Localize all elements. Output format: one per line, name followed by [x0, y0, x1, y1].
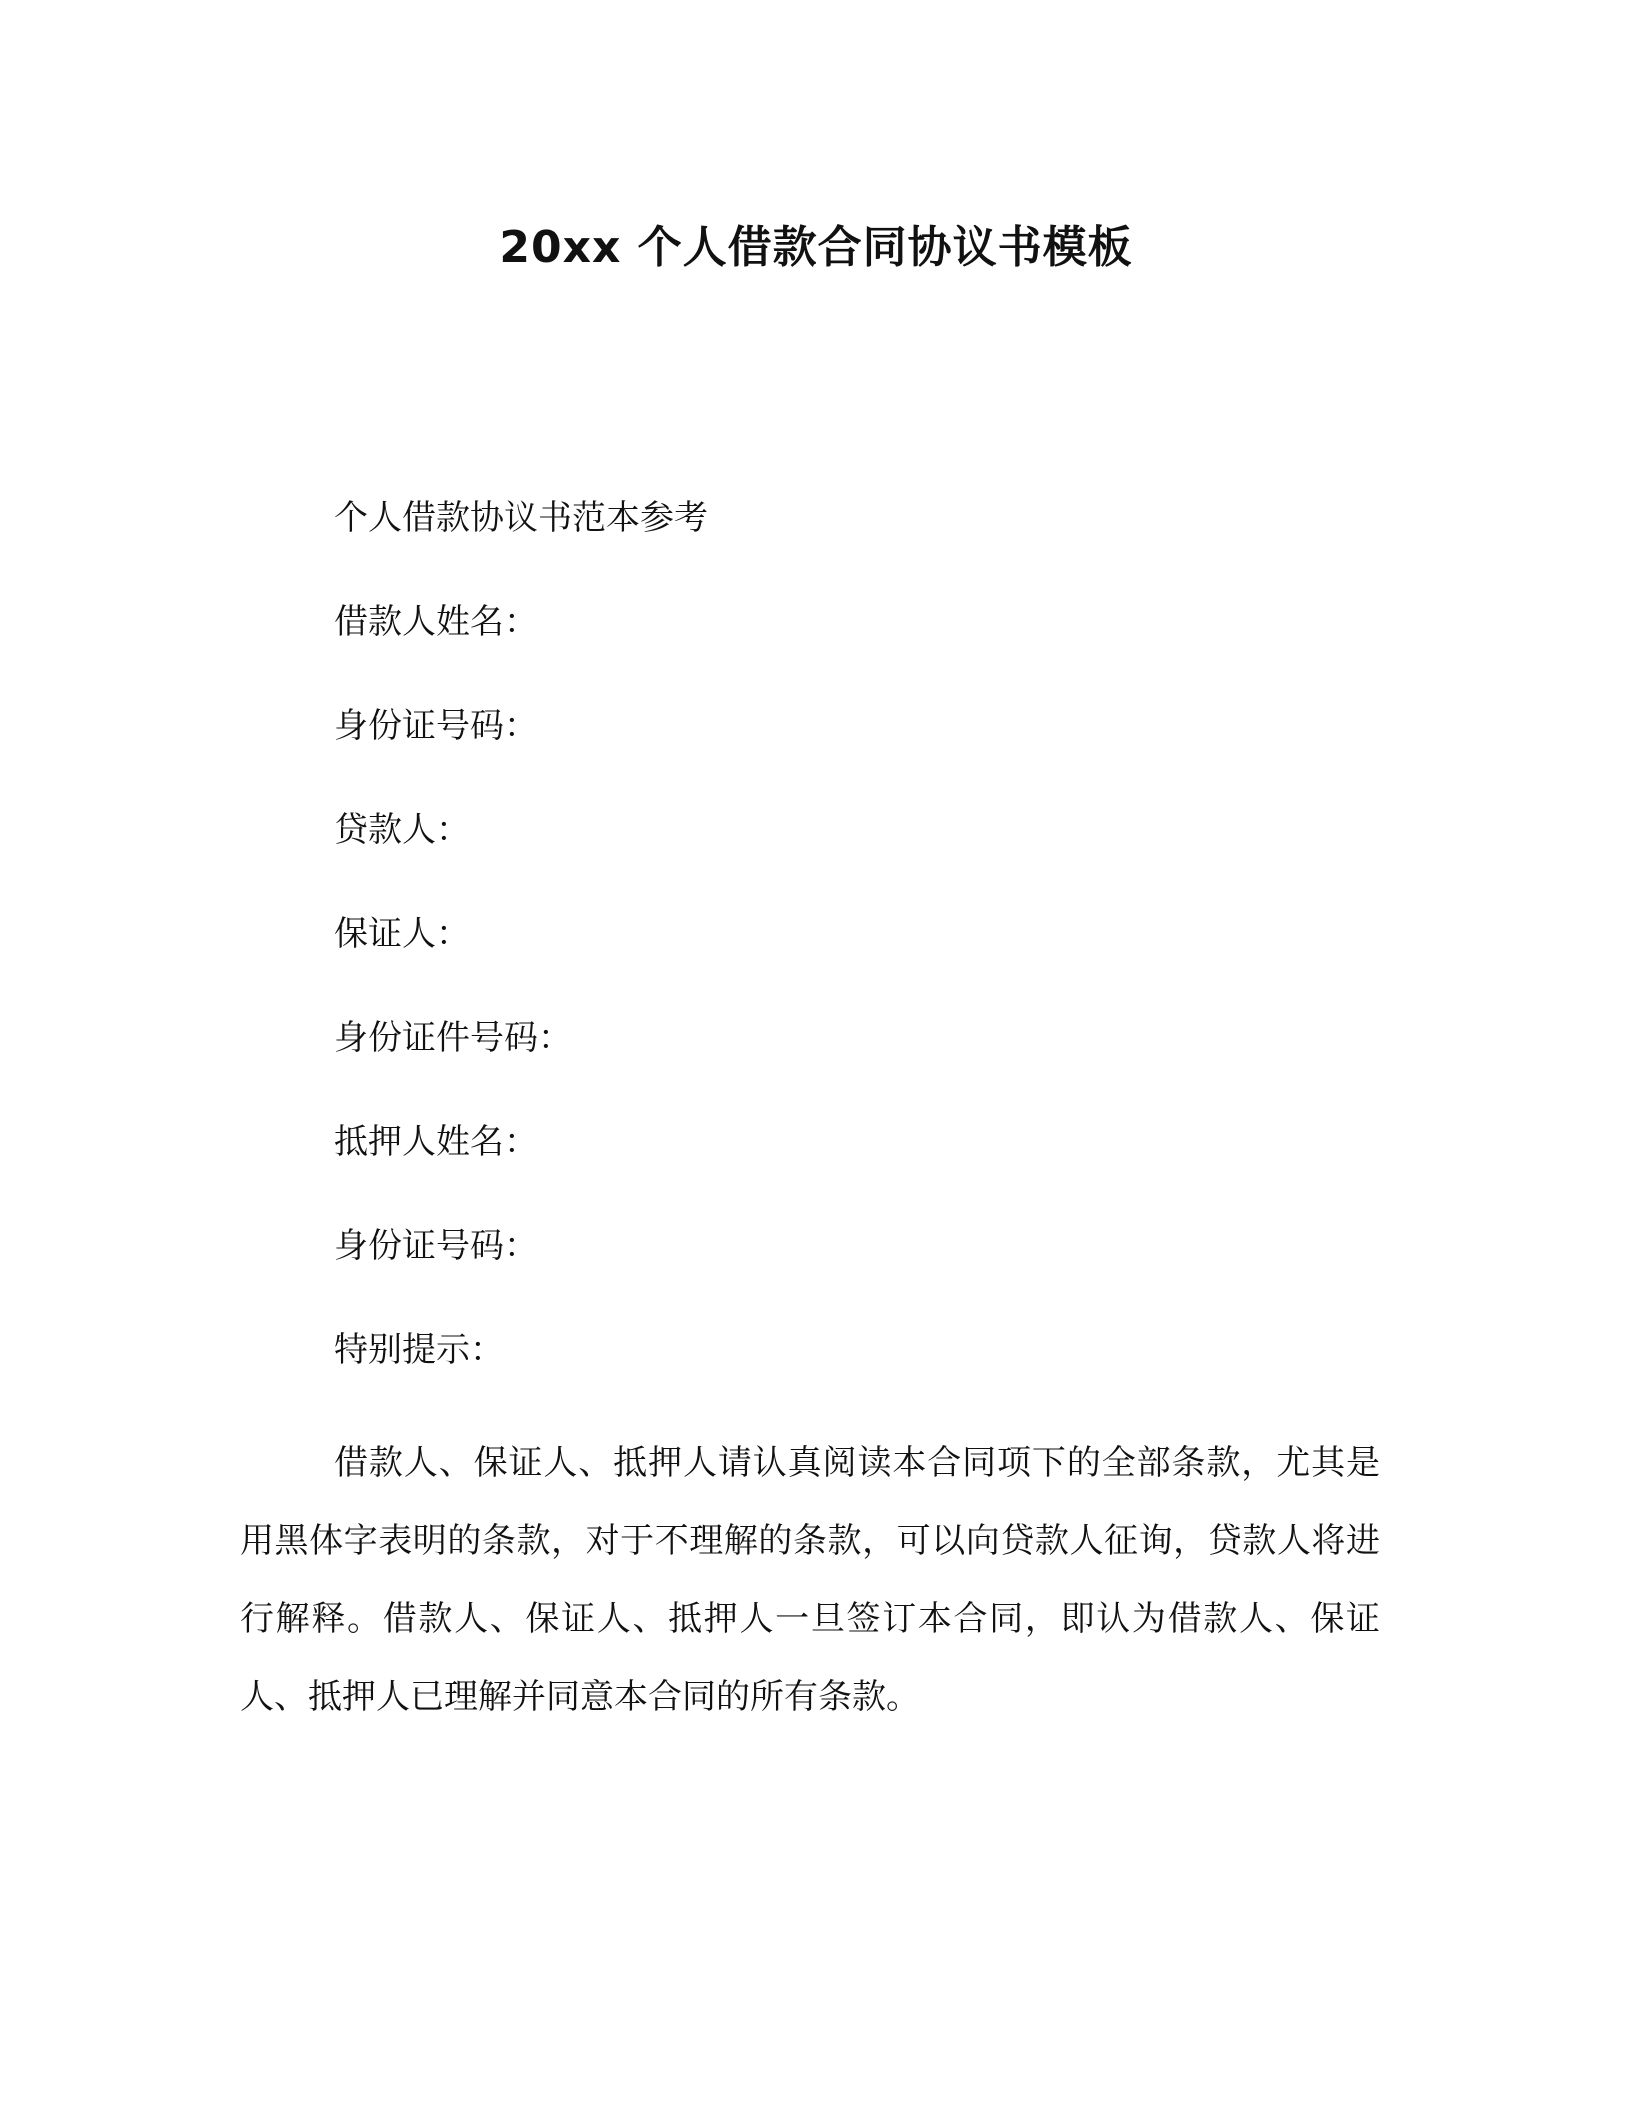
field-list — [334, 494, 1434, 1430]
borrower-id-label: 身份证号码： — [334, 706, 538, 746]
subtitle: 个人借款协议书范本参考 — [334, 498, 708, 538]
special-notice-label: 特别提示： — [334, 1330, 504, 1370]
guarantor-id-label: 身份证件号码： — [334, 1018, 572, 1058]
mortgagor-name-label: 抵押人姓名： — [334, 1122, 538, 1162]
lender-label: 贷款人： — [334, 810, 470, 850]
guarantor-label: 保证人： — [334, 914, 470, 954]
mortgagor-id-label: 身份证号码： — [334, 1226, 538, 1266]
special-notice-paragraph: 借款人、保证人、抵押人请认真阅读本合同项下的全部条款，尤其是用黑体字表明的条款，对于不理解的条款，可以向贷款人征询，贷款人将进行解释。借款人、保证人、抵押人一旦签订本合同，即认为借款人、保证人、抵押人已理解并同意本合同的所有条款。 — [240, 1443, 1380, 1717]
borrower-name-label: 借款人姓名： — [334, 602, 538, 642]
document-title: 20xx 个人借款合同协议书模板 — [499, 222, 1133, 273]
